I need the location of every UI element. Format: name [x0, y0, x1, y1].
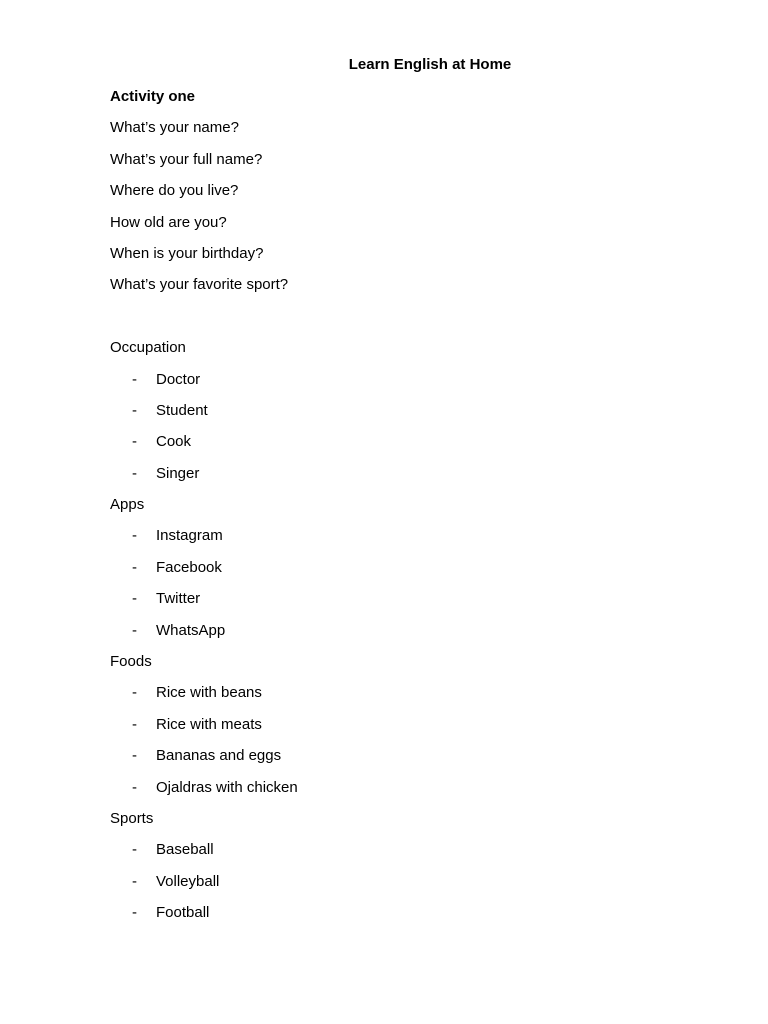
bullet-dash: -	[132, 715, 137, 733]
activity-heading: Activity one	[110, 88, 196, 105]
list-item-text: Student	[156, 401, 208, 419]
list-item	[110, 747, 710, 765]
list-item	[110, 402, 710, 420]
list-item	[110, 716, 710, 734]
list-item	[110, 904, 710, 922]
question-item: How old are you?	[110, 213, 227, 231]
document-body	[110, 88, 710, 936]
list-item-text: Bananas and eggs	[156, 747, 282, 765]
section-heading-apps: Apps	[110, 496, 145, 514]
bullet-dash: -	[132, 684, 137, 702]
list-item	[110, 465, 710, 483]
list-item-text: Baseball	[156, 841, 214, 859]
bullet-dash: -	[132, 370, 137, 388]
list-item-text: Twitter	[156, 590, 201, 608]
bullet-dash: -	[132, 778, 137, 796]
list-item	[110, 371, 710, 389]
section-heading-occupation: Occupation	[110, 339, 186, 357]
question-item: When is your birthday?	[110, 244, 264, 262]
list-item-text: Facebook	[156, 558, 222, 576]
list-item-text: Singer	[156, 464, 200, 482]
bullet-dash: -	[132, 527, 137, 545]
list-item	[110, 433, 710, 451]
bullet-dash: -	[132, 841, 137, 859]
blank-line	[110, 308, 710, 339]
list-item	[110, 873, 710, 891]
bullet-dash: -	[132, 558, 137, 576]
list-item-text: Rice with beans	[156, 684, 262, 702]
question-item: What’s your name?	[110, 119, 239, 137]
list-item-text: Cook	[156, 433, 192, 451]
list-item	[110, 684, 710, 702]
list-item	[110, 779, 710, 797]
section-heading-sports: Sports	[110, 809, 154, 827]
list-item-text: Volleyball	[156, 872, 220, 890]
list-item-text: Instagram	[156, 527, 223, 545]
bullet-dash: -	[132, 747, 137, 765]
list-item-text: Doctor	[156, 370, 201, 388]
bullet-dash: -	[132, 590, 137, 608]
list-item-text: Rice with meats	[156, 715, 262, 733]
question-item: What’s your favorite sport?	[110, 276, 289, 294]
list-item	[110, 590, 710, 608]
bullet-dash: -	[132, 904, 137, 922]
list-item	[110, 527, 710, 545]
page-title: Learn English at Home	[348, 56, 512, 73]
question-item: Where do you live?	[110, 182, 239, 200]
bullet-dash: -	[132, 872, 137, 890]
list-item-text: Football	[156, 904, 210, 922]
list-item	[110, 559, 710, 577]
bullet-dash: -	[132, 433, 137, 451]
bullet-dash: -	[132, 464, 137, 482]
list-item	[110, 841, 710, 859]
section-heading-foods: Foods	[110, 653, 152, 671]
question-item: What’s your full name?	[110, 150, 263, 168]
list-item-text: Ojaldras with chicken	[156, 778, 298, 796]
list-item-text: WhatsApp	[156, 621, 226, 639]
list-item	[110, 622, 710, 640]
bullet-dash: -	[132, 401, 137, 419]
bullet-dash: -	[132, 621, 137, 639]
